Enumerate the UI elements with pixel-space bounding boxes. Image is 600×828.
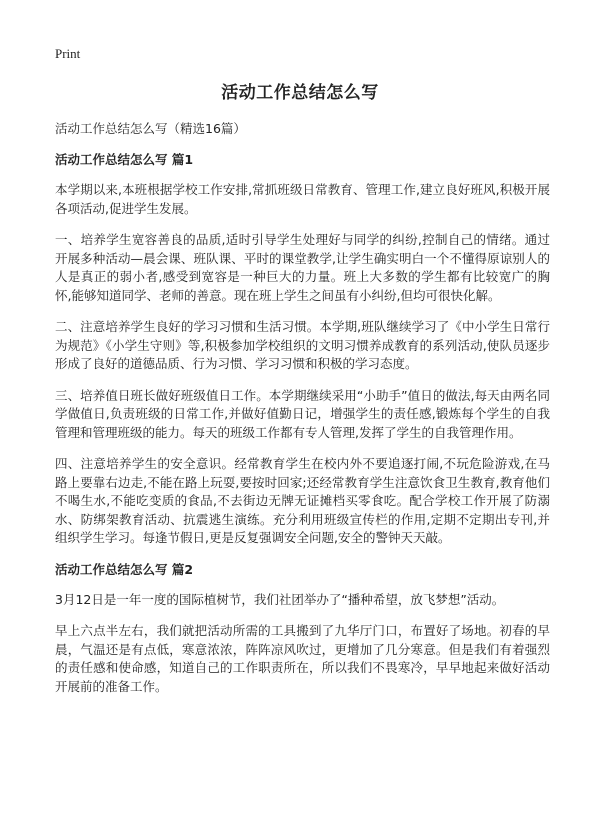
section-1: [55, 151, 550, 548]
article-body: [55, 120, 550, 709]
print-link[interactable]: Print: [55, 46, 81, 61]
paragraph: 本学期以来,本班根据学校工作安排,常抓班级日常教育、管理工作,建立良好班风,积极开展各项活动,促进学生发展。: [55, 182, 550, 216]
paragraph: 三、培养值日班长做好班级值日工作。本学期继续采用“小助手”值日的做法,每天由两名同学做值日,负责班级的日常工作,并做好值勤日记，增强学生的责任感,锻炼每个学生的自我管理和管理班级的能力。每天的班级工作都有专人管理,发挥了学生的自我管理作用。: [55, 387, 550, 440]
section-heading: 活动工作总结怎么写 篇1: [55, 152, 194, 167]
section-heading: 活动工作总结怎么写 篇2: [55, 561, 194, 577]
paragraph: 3月12日是一年一度的国际植树节，我们社团举办了“播种希望，放飞梦想”活动。: [55, 591, 505, 607]
section-2: [55, 561, 550, 697]
paragraph: 四、注意培养学生的安全意识。经常教育学生在校内外不要追逐打闹,不玩危险游戏,在马路上要靠右边走,不能在路上玩耍,要按时回家;还经常教育学生注意饮食卫生教育,教育他们不喝生水,不能吃变质的食品,不去街边无牌无证摊档买零食吃。配合学校工作开展了防溺水、防绑架教育活动、抗震逃生演练。充分利用班级宣传栏的作用,定期不定期出专刊,并组织学生学习。每逢节假日,更是反复强调安全问题,安全的警钟天天敲。: [55, 456, 550, 545]
paragraph: 二、注意培养学生良好的学习习惯和生活习惯。本学期,班队继续学习了《中小学生日常行为规范》《小学生守则》等,积极参加学校组织的文明习惯养成教育的系列活动,使队员逐步形成了良好的道德品质、行为习惯、学习习惯和积极的学习态度。: [55, 319, 550, 371]
paragraph: 早上六点半左右，我们就把活动所需的工具搬到了九华厅门口，布置好了场地。初春的早晨，气温还是有点低，寒意浓浓，阵阵凉风吹过，更增加了几分寒意。但是我们有着强烈的责任感和使命感，知道自己的工作职责所在，所以我们不畏寒冷，早早地起来做好活动开展前的准备工作。: [55, 623, 550, 694]
page-title: 活动工作总结怎么写: [221, 83, 379, 103]
article-subtitle: 活动工作总结怎么写（精选16篇）: [55, 121, 246, 136]
paragraph: 一、培养学生宽容善良的品质,适时引导学生处理好与同学的纠纷,控制自己的情绪。通过开展多种活动—晨会课、班队课、平时的课堂教学,让学生确实明白一个不懂得原谅别人的人是真正的弱小者,感受到宽容是一种巨大的力量。班上大多数的学生都有比较宽广的胸怀,能够知道同学、老师的善意。现在班上学生之间虽有小纠纷,但均可很快化解。: [55, 232, 550, 303]
